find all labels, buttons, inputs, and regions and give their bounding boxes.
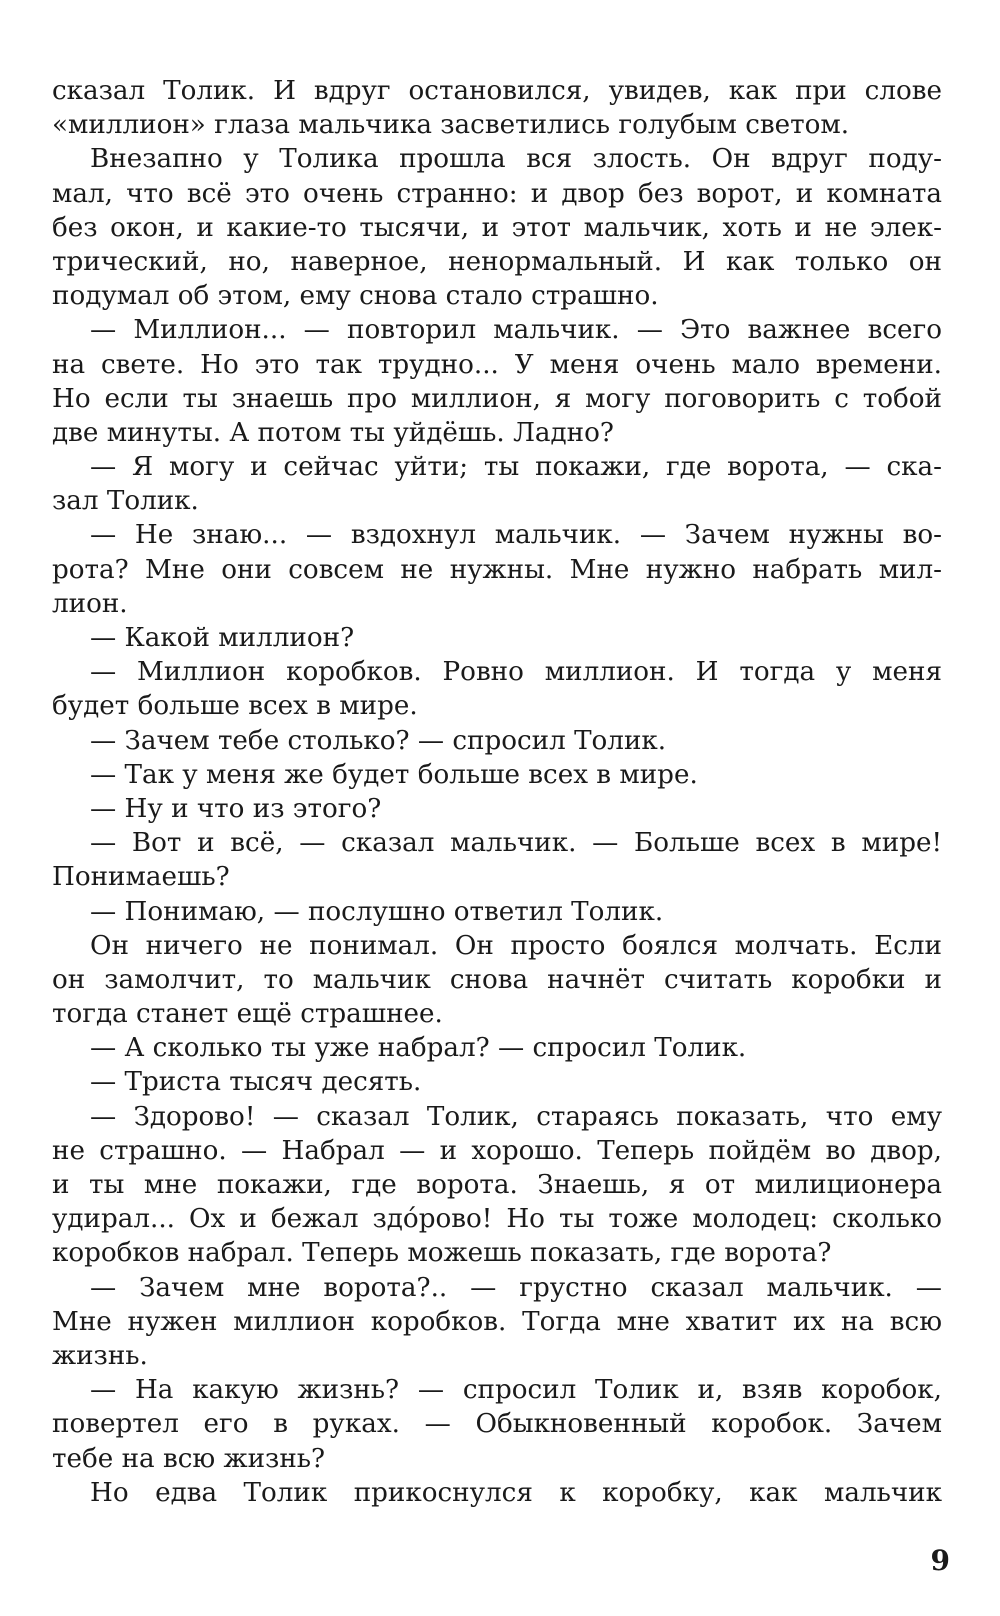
text-line: лион. [52, 588, 128, 619]
text-line: без окон, и какие-то тысячи, и этот мальчик, хоть и не элек- [52, 212, 942, 243]
text-line: — Миллион коробков. Ровно миллион. И тогда у меня [90, 657, 942, 688]
text-line: на свете. Но это так трудно... У меня очень мало времени. [52, 349, 942, 380]
text-line: — Триста тысяч десять. [90, 1067, 422, 1098]
text-line: трический, но, наверное, ненормальный. И как только он [52, 246, 942, 277]
text-line: жизнь. [52, 1340, 148, 1371]
text-line: — Я могу и сейчас уйти; ты покажи, где ворота, — ска- [90, 452, 942, 483]
text-line: Но едва Толик прикоснулся к коробку, как мальчик [90, 1477, 942, 1508]
text-line: «миллион» глаза мальчика засветились голубым светом. [52, 110, 850, 141]
text-line: — Ну и что из этого? [90, 793, 382, 824]
text-line: тогда станет ещё страшнее. [52, 999, 443, 1030]
text-line: тебе на всю жизнь? [52, 1443, 326, 1474]
text-line: не страшно. — Набрал — и хорошо. Теперь пойдём во двор, [52, 1135, 942, 1166]
text-line: Внезапно у Толика прошла вся злость. Он вдруг поду- [90, 144, 942, 175]
text-line: будет больше всех в мире. [52, 691, 418, 722]
text-line: — Миллион... — повторил мальчик. — Это важнее всего [90, 315, 942, 346]
text-line: — Вот и всё, — сказал мальчик. — Больше всех в мире! [90, 828, 942, 859]
text-line: — Зачем мне ворота?.. — грустно сказал мальчик. — [90, 1272, 942, 1303]
text-line: — Понимаю, — послушно ответил Толик. [90, 896, 664, 927]
text-line: — Какой миллион? [90, 623, 355, 653]
text-line: две минуты. А потом ты уйдёшь. Ладно? [52, 417, 614, 448]
text-line: повертел его в руках. — Обыкновенный коробок. Зачем [52, 1409, 942, 1440]
text-line: Он ничего не понимал. Он просто боялся молчать. Если [90, 930, 942, 961]
text-line: мал, что всё это очень странно: и двор без ворот, и комната [52, 178, 942, 209]
text-line: удирал... Ох и бежал здо́рово! Но ты тоже молодец: сколько [52, 1204, 942, 1235]
text-line: Мне нужен миллион коробков. Тогда мне хватит их на всю [52, 1306, 942, 1337]
page-number: 9 [930, 1544, 950, 1577]
text-line: сказал Толик. И вдруг остановился, увидев, как при слове [52, 76, 942, 106]
text-line: — Здорово! — сказал Толик, стараясь показать, что ему [90, 1101, 942, 1132]
page-body-text [52, 74, 942, 1510]
text-line: зал Толик. [52, 486, 199, 517]
text-line: он замолчит, то мальчик снова начнёт считать коробки и [52, 964, 942, 995]
text-line: коробков набрал. Теперь можешь показать, где ворота? [52, 1238, 832, 1269]
text-line: рота? Мне они совсем не нужны. Мне нужно набрать мил- [52, 554, 942, 585]
text-line: — Не знаю... — вздохнул мальчик. — Зачем нужны во- [90, 520, 942, 551]
text-line: Понимаешь? [52, 862, 230, 893]
text-line: подумал об этом, ему снова стало страшно. [52, 281, 659, 312]
text-line: Но если ты знаешь про миллион, я могу поговорить с тобой [52, 383, 942, 414]
text-line: и ты мне покажи, где ворота. Знаешь, я от милиционера [52, 1170, 942, 1200]
text-line: — Зачем тебе столько? — спросил Толик. [90, 725, 667, 756]
text-line: — На какую жизнь? — спросил Толик и, взяв коробок, [90, 1375, 942, 1406]
text-line: — А сколько ты уже набрал? — спросил Толик. [90, 1033, 747, 1064]
text-line: — Так у меня же будет больше всех в мире. [90, 759, 698, 790]
